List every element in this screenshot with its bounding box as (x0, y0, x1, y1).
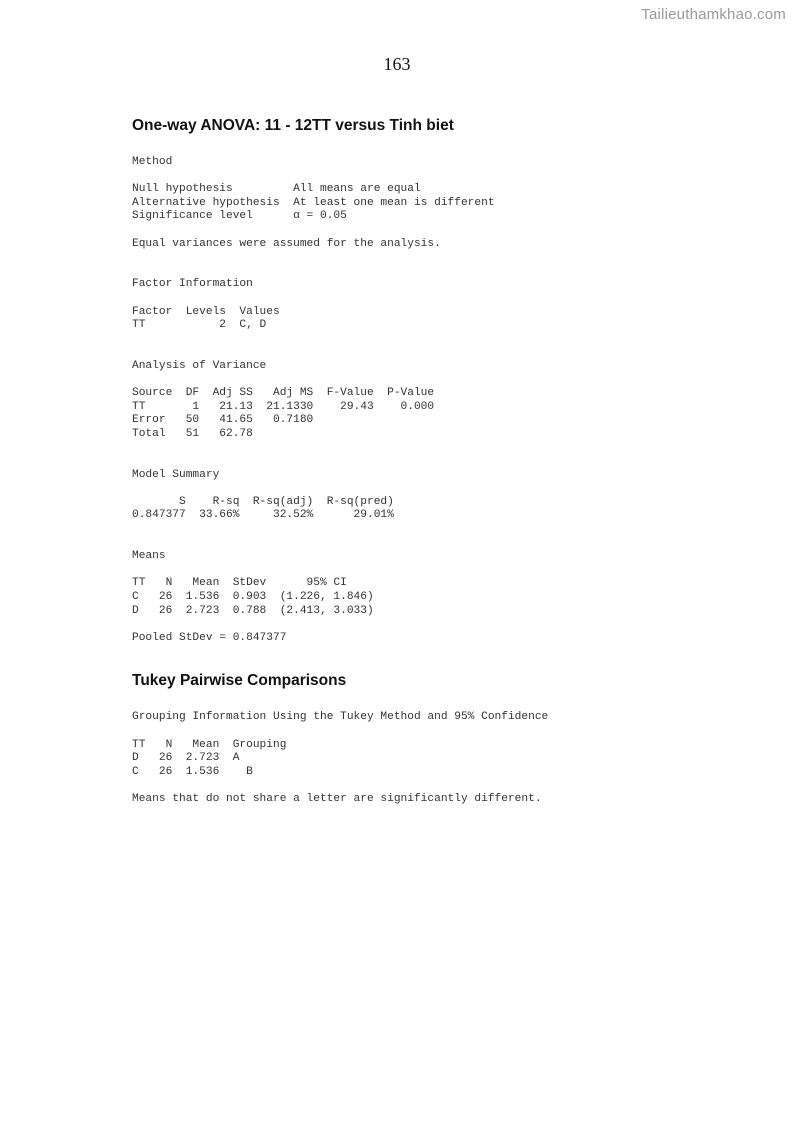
pooled-stdev: Pooled StDev = 0.847377 (132, 631, 287, 644)
grouping-heading: Grouping Information Using the Tukey Method and 95% Confidence (132, 711, 549, 724)
means-table: TT N Mean StDev 95% CI C 26 1.536 0.903 (1.226, 1.846) D 26 2.723 0.788 (2.413, 3.033) (132, 577, 374, 617)
factor-info-heading: Factor Information (132, 278, 253, 291)
document-body (132, 115, 752, 807)
aov-table: Source DF Adj SS Adj MS F-Value P-Value TT 1 21.13 21.1330 29.43 0.000 Error 50 41.65 0.7180 Total 51 62.78 (132, 387, 435, 440)
method-details: Null hypothesis All means are equal Alternative hypothesis At least one mean is different Significance level α = 0.05 (132, 183, 495, 223)
model-summary-heading: Model Summary (132, 468, 220, 481)
aov-heading: Analysis of Variance (132, 359, 267, 372)
grouping-footnote: Means that do not share a letter are significantly different. (132, 792, 542, 805)
variance-note: Equal variances were assumed for the analysis. (132, 237, 441, 250)
grouping-table: TT N Mean Grouping D 26 2.723 A C 26 1.536 B (132, 738, 287, 778)
means-heading: Means (132, 550, 166, 563)
factor-info-table: Factor Levels Values TT 2 C, D (132, 305, 280, 332)
tukey-title: Tukey Pairwise Comparisons (132, 672, 347, 690)
page-number: 163 (383, 54, 411, 74)
method-heading: Method (132, 156, 173, 168)
watermark-text: Tailieuthamkhao.com (641, 6, 786, 23)
anova-title: One-way ANOVA: 11 - 12TT versus Tinh biet (132, 117, 454, 134)
model-summary-table: S R-sq R-sq(adj) R-sq(pred) 0.847377 33.66% 32.52% 29.01% (132, 495, 394, 522)
